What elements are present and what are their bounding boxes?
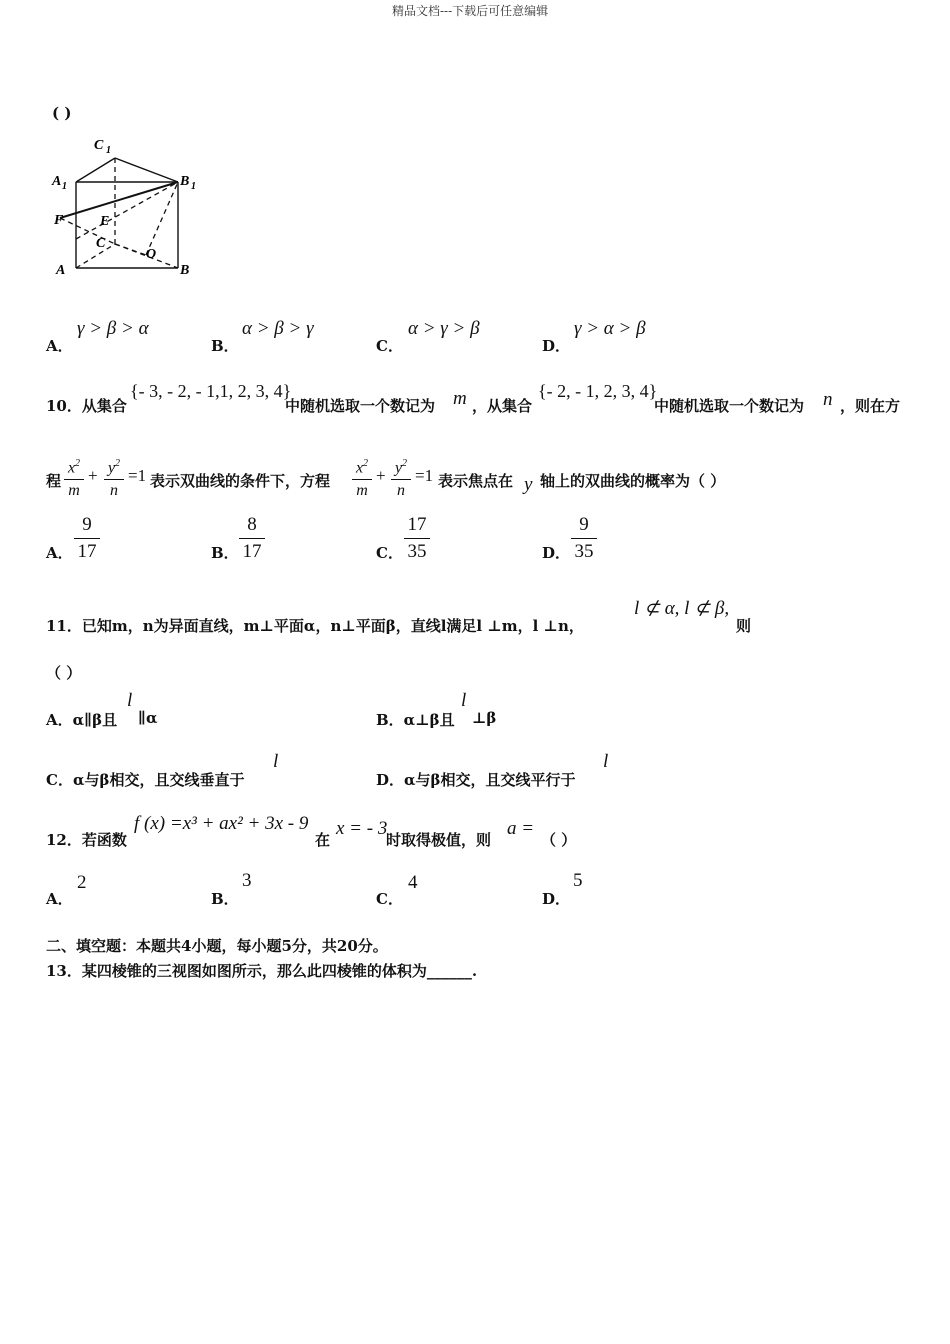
q12-mid: 时取得极值，则 xyxy=(386,831,492,849)
q10-var-n: n xyxy=(823,389,833,410)
label-A1-sub: 1 xyxy=(62,181,67,192)
q9-option-a-label: A． xyxy=(46,337,73,355)
q11-stem: 11．已知m，n为异面直线，m⊥平面α，n⊥平面β，直线l满足l ⊥m，l ⊥n， xyxy=(46,617,584,635)
q12-x-value: x = - 3 xyxy=(336,818,388,839)
q10-option-d-label: D． xyxy=(542,544,571,562)
q10-option-b-label: B． xyxy=(211,544,239,562)
q10-stem-mid1: 中随机选取一个数记为 xyxy=(285,397,436,415)
q10-plus-1: + xyxy=(88,466,98,485)
q12-option-a-value: 2 xyxy=(77,872,87,893)
label-B1-sub: 1 xyxy=(191,181,196,192)
q11-option-c-text: C．α与β相交，且交线垂直于 xyxy=(46,771,245,789)
q10-set-2: {- 2, - 1, 2, 3, 4} xyxy=(538,381,658,401)
q11-condition: l ⊄ α, l ⊄ β, xyxy=(634,598,730,619)
q10-stem-mid3: 中随机选取一个数记为 xyxy=(654,397,805,415)
q12-option-c-label: C． xyxy=(376,890,403,908)
q11-option-a-text: A．α∥β且 xyxy=(46,711,118,729)
q9-option-a-expr: γ > β > α xyxy=(77,318,149,339)
q10-option-a-frac: 9 17 xyxy=(74,514,100,563)
q10-option-c-label: C． xyxy=(376,544,403,562)
q12-option-a-label: A． xyxy=(46,890,73,908)
q10-line2-start: 程 xyxy=(46,472,62,490)
prism-figure xyxy=(48,134,208,284)
q11-option-c-l: l xyxy=(273,751,279,772)
q9-paren: ( ) xyxy=(52,104,72,122)
q11-paren: （ ） xyxy=(46,664,82,682)
q10-line2-mid2: 表示焦点在 xyxy=(438,472,514,490)
q9-option-c-label: C． xyxy=(376,337,403,355)
q11-option-b-text: B．α⊥β且 xyxy=(376,711,455,729)
q10-line2-mid: 表示双曲线的条件下，方程 xyxy=(150,472,331,490)
section-2-heading: 二、填空题：本题共4小题，每小题5分，共20分。 xyxy=(46,937,388,955)
q12-function: f (x) =x³ + ax² + 3x - 9 xyxy=(134,813,309,834)
q10-stem-end: ，则在方 xyxy=(840,397,901,415)
q10-line2-end: 轴上的双曲线的概率为（ ） xyxy=(540,472,726,490)
q10-plus-2: + xyxy=(376,466,386,485)
q12-stem: 12．若函数 xyxy=(46,831,127,849)
q9-option-d-expr: γ > α > β xyxy=(574,318,646,339)
q10-eq-1: =1 xyxy=(128,466,147,485)
q11-option-a-l: l xyxy=(127,690,133,711)
label-E: E xyxy=(100,214,110,229)
q12-option-d-label: D． xyxy=(542,890,571,908)
q10-option-d-frac: 9 35 xyxy=(571,514,597,563)
label-A: A xyxy=(56,263,66,278)
q10-stem-start: 10．从集合 xyxy=(46,397,127,415)
q12-option-b-value: 3 xyxy=(242,870,252,891)
q10-option-b-frac: 8 17 xyxy=(239,514,265,563)
q12-at: 在 xyxy=(315,831,331,849)
label-C: C xyxy=(96,236,106,251)
q12-option-c-value: 4 xyxy=(408,872,418,893)
q11-option-a-tail: ∥α xyxy=(138,709,158,727)
q10-frac-x2-m-2: $x^2$ m xyxy=(352,455,372,500)
q10-frac-y2-n-2: $y^2$ n xyxy=(391,455,411,500)
q9-option-b-expr: α > β > γ xyxy=(242,318,314,339)
q11-then: 则 xyxy=(736,617,752,635)
label-O: O xyxy=(146,247,157,262)
label-B1: B xyxy=(180,174,190,189)
q9-option-d-label: D． xyxy=(542,337,571,355)
q11-option-b-tail: ⊥β xyxy=(472,709,497,727)
q10-option-c-frac: 17 35 xyxy=(404,514,430,563)
q9-option-c-expr: α > γ > β xyxy=(408,318,480,339)
q11-option-d-l: l xyxy=(603,751,609,772)
label-C1-sub: 1 xyxy=(106,145,111,156)
q11-option-b-l: l xyxy=(461,690,467,711)
q10-var-m: m xyxy=(453,388,467,409)
q12-option-b-label: B． xyxy=(211,890,239,908)
q10-frac-y2-n-1: $y^2$ n xyxy=(104,455,124,500)
q10-eq-2: =1 xyxy=(415,466,434,485)
label-F: F xyxy=(54,213,64,228)
q9-option-b-label: B． xyxy=(211,337,239,355)
q13-stem: 13．某四棱锥的三视图如图所示，那么此四棱锥的体积为______. xyxy=(46,962,478,980)
q12-option-d-value: 5 xyxy=(573,870,583,891)
label-C1: C xyxy=(94,138,104,153)
label-A1: A xyxy=(52,174,62,189)
q10-var-y: y xyxy=(524,474,533,495)
page-header: 精品文档---下载后可任意编辑 xyxy=(392,4,549,18)
q10-set-1: {- 3, - 2, - 1,1, 2, 3, 4} xyxy=(130,381,292,401)
q10-stem-mid2: ，从集合 xyxy=(472,397,533,415)
q11-option-d-text: D．α与β相交，且交线平行于 xyxy=(376,771,576,789)
q10-frac-x2-m-1: $x^2$ m xyxy=(64,455,84,500)
q10-option-a-label: A． xyxy=(46,544,73,562)
label-B: B xyxy=(180,263,190,278)
q12-a-var: a = xyxy=(507,818,535,839)
q12-tail: （ ） xyxy=(541,831,577,849)
